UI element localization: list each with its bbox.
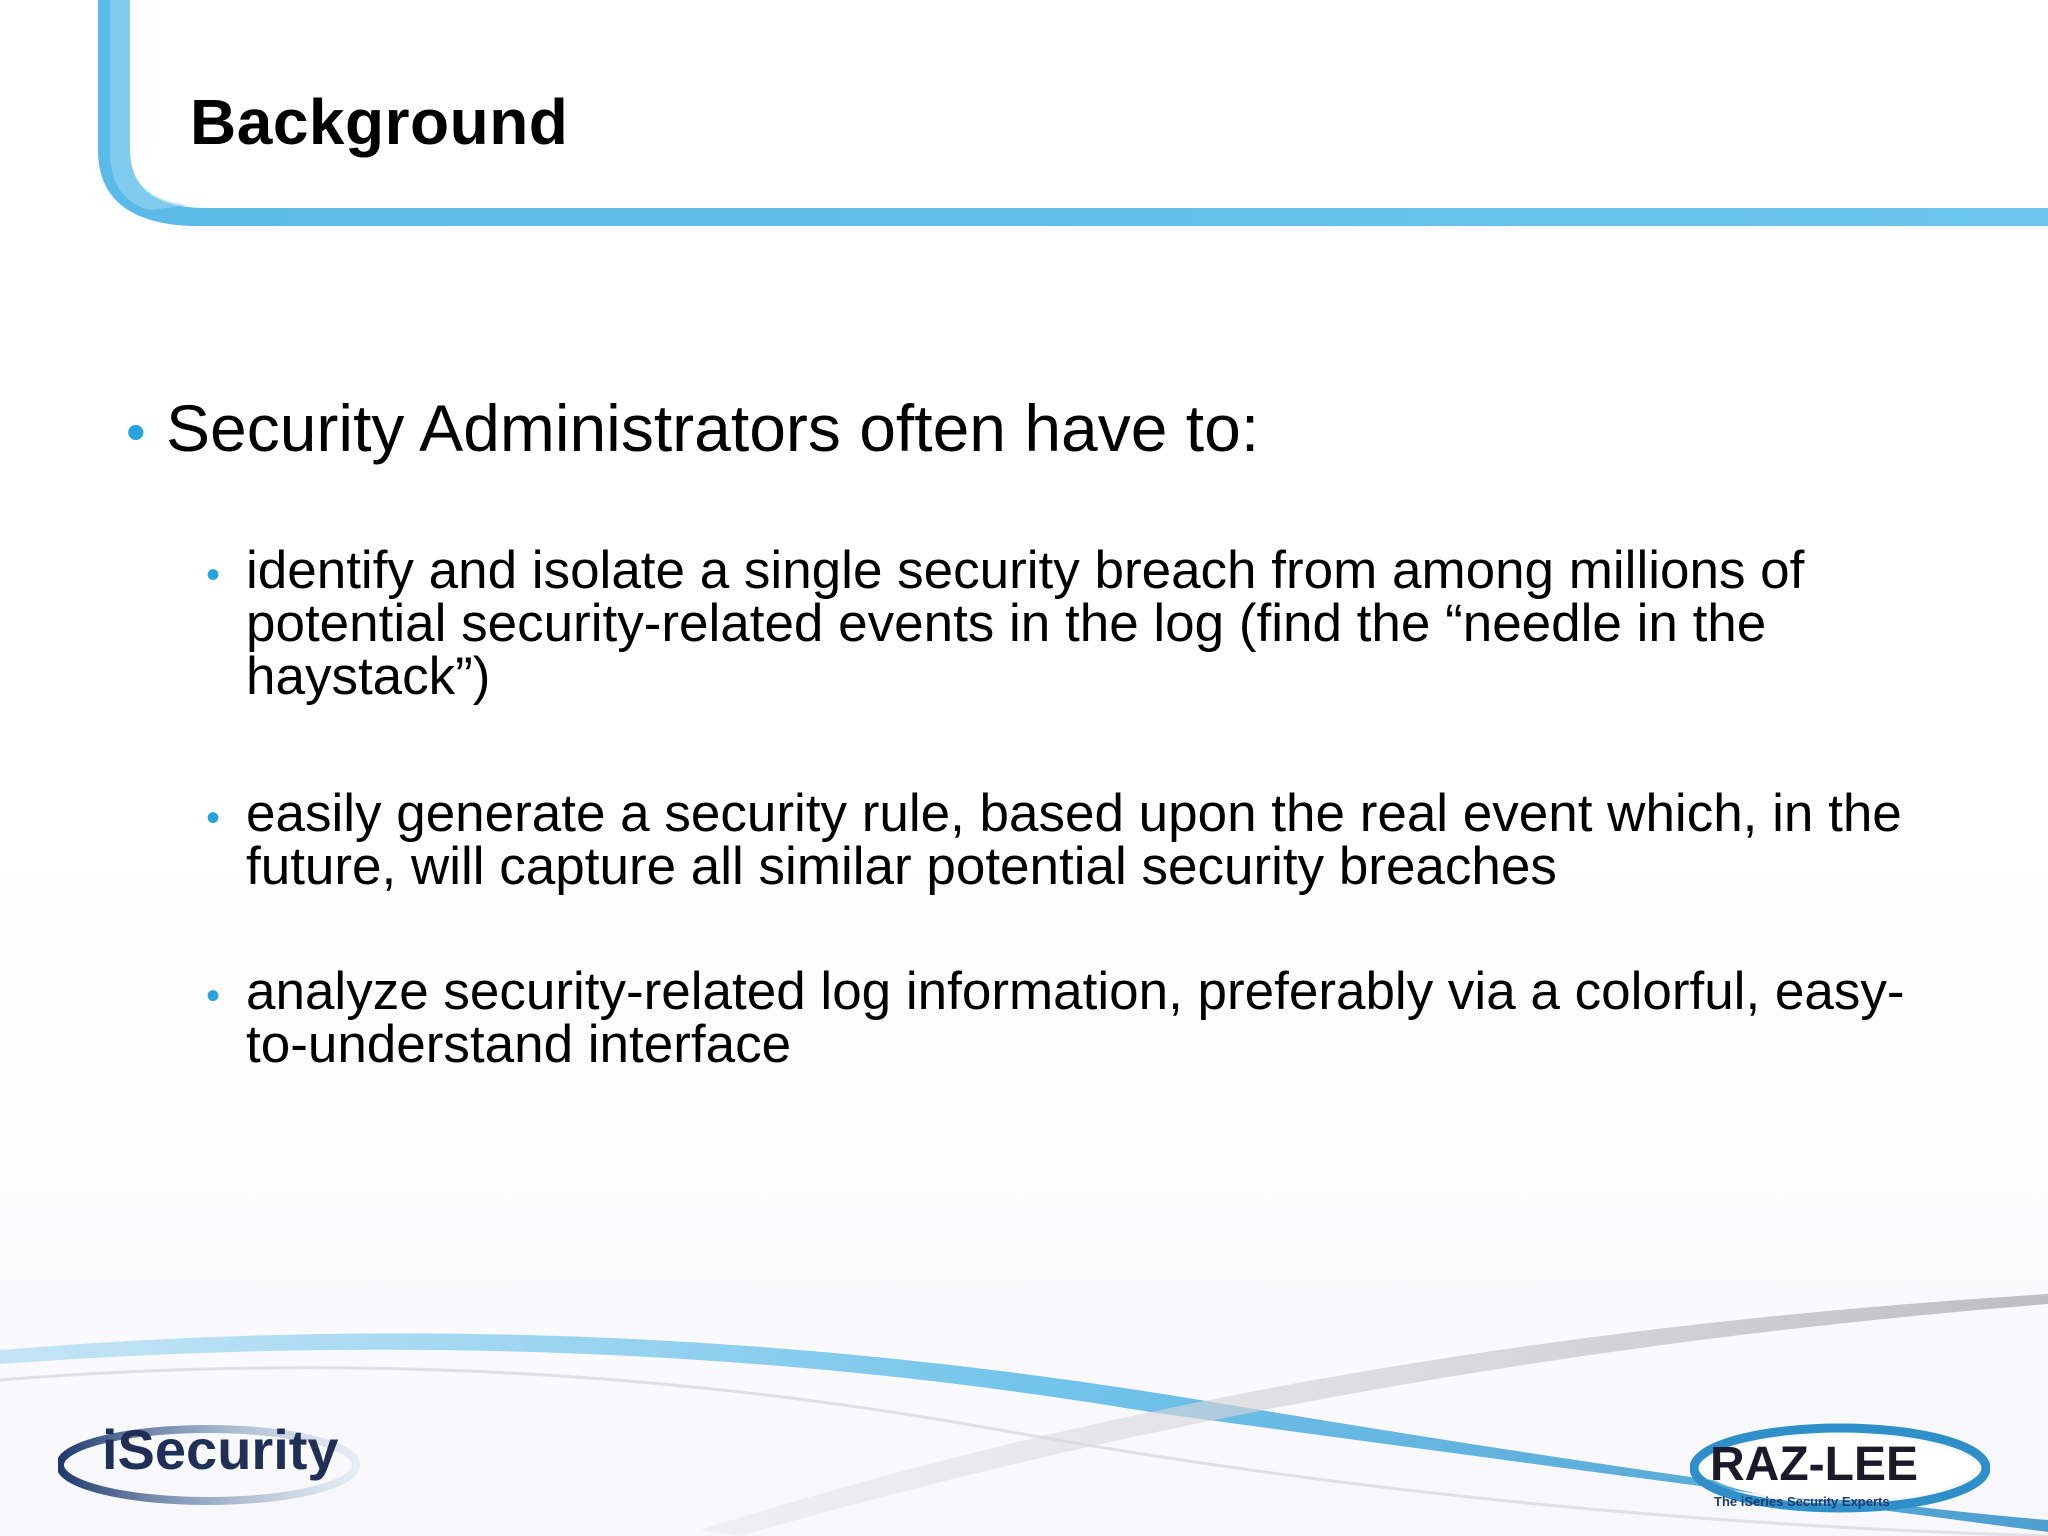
raz-lee-logo [1690, 1418, 1990, 1518]
svg-text:iSecurity: iSecurity [102, 1418, 339, 1481]
sub-bullet-item [206, 784, 1976, 896]
sub-bullet-text: identify and isolate a single security breach from among millions of potential security-related events in the log (find the “needle in the haystack”) [246, 541, 1805, 706]
sub-bullet-text: easily generate a security rule, based upon the real event which, in the future, will capture all similar potential security breaches [246, 784, 1902, 896]
isecurity-logo [58, 1405, 378, 1517]
sub-bullet-dot-icon: • [206, 553, 221, 597]
main-bullet [126, 388, 1976, 472]
sub-bullet-item [206, 541, 1976, 706]
sub-bullet-dot-icon: • [206, 974, 221, 1018]
slide-content [126, 388, 1976, 1155]
sub-bullet-dot-icon: • [206, 796, 221, 840]
bullet-dot-icon: • [126, 400, 146, 463]
svg-text:RAZ-LEE: RAZ-LEE [1710, 1438, 1918, 1491]
slide-title: Background [190, 86, 569, 158]
svg-text:The iSeries Security Experts: The iSeries Security Experts [1714, 1494, 1890, 1509]
main-bullet-text: Security Administrators often have to: [166, 391, 1260, 465]
sub-bullet-item [206, 962, 1976, 1074]
sub-bullet-text: analyze security-related log information, preferably via a colorful, easy-to-understand interface [246, 962, 1905, 1074]
sub-bullet-list [126, 541, 1976, 1074]
